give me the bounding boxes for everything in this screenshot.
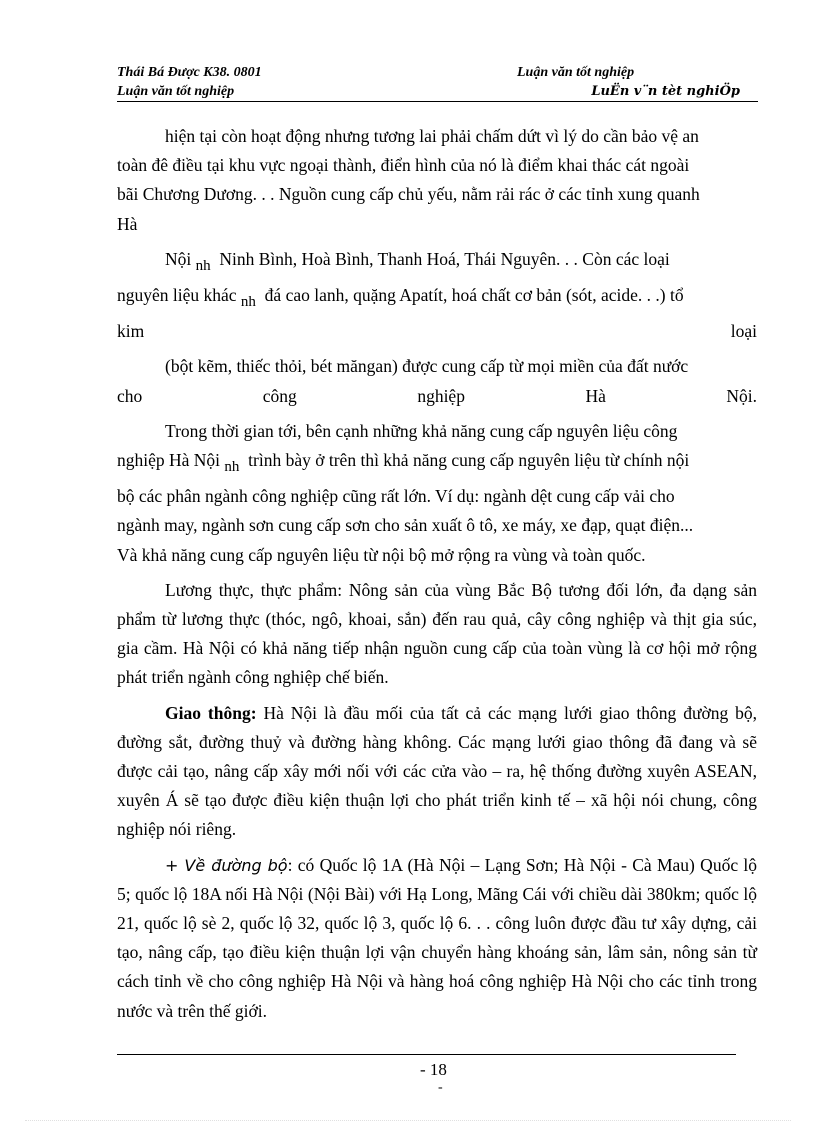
paragraph-2 [117,245,757,347]
header-garbled-title: LuËn v¨n tèt nghiÖp [591,84,740,99]
p1-line4: Hà [117,213,138,234]
p2-line2: nguyên liệu khác nh đá cao lanh, quặng Apatít, hoá chất cơ bản (sót, acide. . .) tổ [117,285,684,311]
p1-line3: bãi Chương Dương. . . Nguồn cung cấp chủ yếu, nằm rải rác ở các tỉnh xung quanh [117,184,700,205]
p4-line4: ngành may, ngành sơn cung cấp sơn cho sản xuất ô tô, xe máy, xe đạp, quạt điện... [117,515,694,536]
footer-divider [117,1054,736,1055]
paragraph-4 [117,417,757,570]
p1-line2: toàn đê điều tại khu vực ngoại thành, điển hình của nó là điểm khai thác cát ngoài [117,155,690,176]
p4-line5: Và khả năng cung cấp nguyên liệu từ nội bộ mở rộng ra vùng và toàn quốc. [117,544,646,565]
paragraph-6: Giao thông: Hà Nội là đầu mối của tất cả các mạng lưới giao thông đường bộ, đường sắt, đường thuỷ và đường hàng không. Các mạng lưới giao thông đã đang và sẽ được cải tạo, nâng cấp xây mới nối với các cửa vào – ra, hệ thống đường xuyên ASEAN, xuyên Á sẽ tạo được điều kiện thuận lợi cho phát triển kinh tế – xã hội nói chung, công nghiệp nói riêng. [117,702,758,840]
page-header [117,63,758,102]
paragraph-5: Lương thực, thực phẩm: Nông sản của vùng Bắc Bộ tương đối lớn, đa dạng sản phẩm từ lương thực (thóc, ngô, khoai, sắn) đến rau quả, cây công nghiệp và thịt gia súc, gia cầm. Hà Nội có khả năng tiếp nhận nguồn cung cấp của toàn vùng là cơ hội mở rộng phát triển ngành công nghiệp chế biến. [117,579,757,688]
page-number: - 18 [420,1060,447,1079]
paragraph-3 [117,352,757,410]
page-number-dash: - [438,1080,443,1095]
p4-line3: bộ các phân ngành công nghiệp cũng rất lớn. Ví dụ: ngành dệt cung cấp vải cho [117,486,675,507]
p4-line1: Trong thời gian tới, bên cạnh những khả năng cung cấp nguyên liệu công [165,420,678,441]
p4-line2: nghiệp Hà Nội nh trình bày ở trên thì khả năng cung cấp nguyên liệu từ chính nội [117,450,690,476]
road-label: + Về đường bộ [165,855,288,875]
p3-line1: (bột kẽm, thiếc thỏi, bét măngan) được cung cấp từ mọi miền của đất nước [165,356,689,377]
p3-line2: cho công nghiệp Hà Nội. [117,385,757,406]
p2-line1: Nội nh Ninh Bình, Hoà Bình, Thanh Hoá, Thái Nguyên. . . Còn các loại [165,248,670,274]
document-body [117,122,757,1032]
p1-line1: hiện tại còn hoạt động nhưng tương lai phải chấm dứt vì lý do cần bảo vệ an [165,126,699,146]
transport-label: Giao thông: [165,702,257,723]
page-edge-dots [25,1120,791,1121]
paragraph-7: + Về đường bộ: có Quốc lộ 1A (Hà Nội – Lạng Sơn; Hà Nội - Cà Mau) Quốc lộ 5; quốc lộ 18A nối Hà Nội (Nội Bài) với Hạ Long, Mãng Cái với chiều dài 380km; quốc lộ 21, quốc lộ sè 2, quốc lộ 32, quốc lộ 3, quốc lộ 6. . . công luôn được đầu tư xây dựng, cải tạo, nâng cấp, tạo điều kiện thuận lợi vận chuyển hàng khoáng sản, lâm sản, nông sản từ cách tỉnh về cho công nghiệp Hà Nội và hàng hoá công nghiệp Hà Nội cho các tỉnh trong nước và trên thế giới. [117,854,758,1021]
header-thesis-title: Luận văn tốt nghiệp [517,65,635,80]
p2-line3: kim loại [117,321,757,342]
paragraph-1 [117,122,757,239]
header-thesis-title-2: Luận văn tốt nghiệp [117,84,235,99]
header-author: Thái Bá Được K38. 0801 [117,65,262,80]
